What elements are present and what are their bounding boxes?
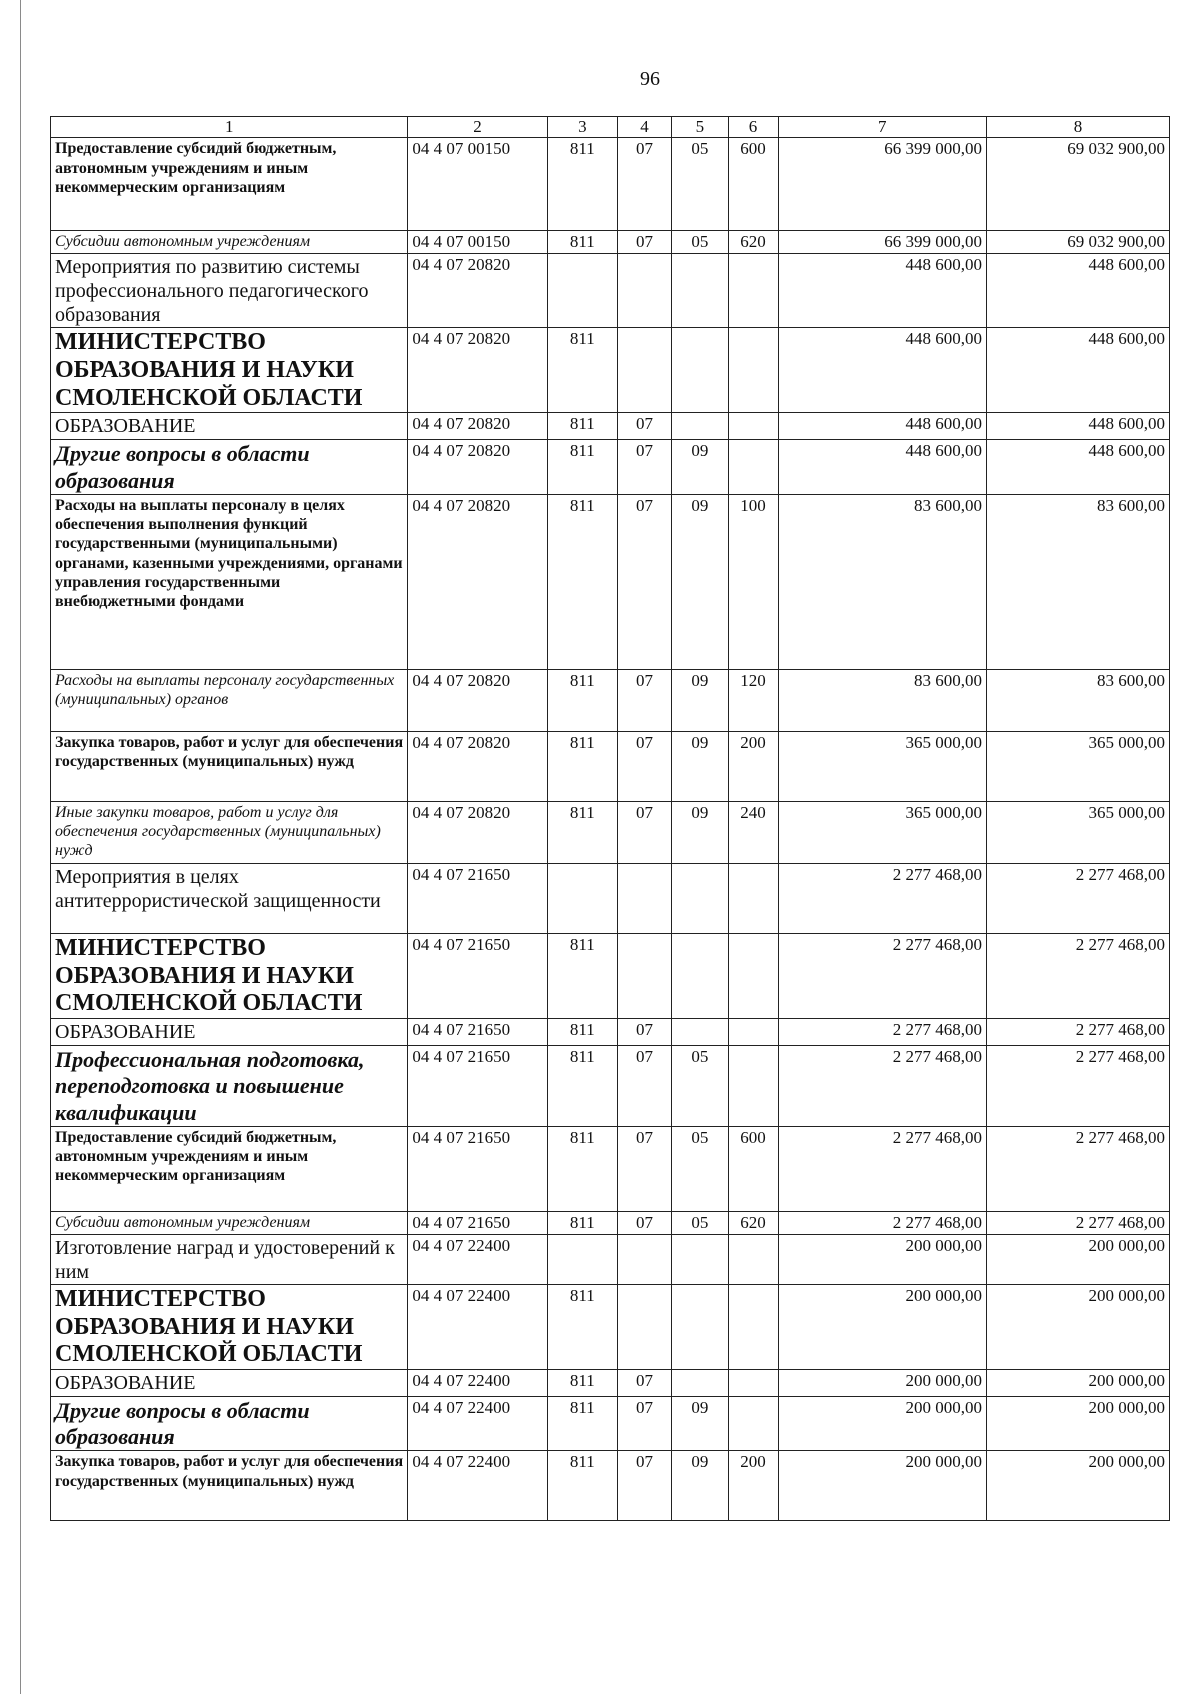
target-article-code: 04 4 07 20820 [408, 440, 547, 495]
expense-type-code [728, 254, 778, 328]
amount-year-1: 2 277 468,00 [778, 1126, 986, 1211]
section-code: 07 [617, 440, 671, 495]
table-row [51, 1126, 1170, 1211]
target-article-code: 04 4 07 22400 [408, 1369, 547, 1396]
section-code: 07 [617, 231, 671, 254]
target-article-code: 04 4 07 20820 [408, 328, 547, 413]
table-row [51, 1211, 1170, 1234]
table-row [51, 494, 1170, 669]
section-code [617, 933, 671, 1018]
target-article-code: 04 4 07 22400 [408, 1451, 547, 1521]
section-code [617, 254, 671, 328]
amount-year-1: 448 600,00 [778, 254, 986, 328]
table-row [51, 138, 1170, 231]
expense-type-code [728, 328, 778, 413]
amount-year-2: 448 600,00 [986, 254, 1169, 328]
amount-year-1: 2 277 468,00 [778, 1211, 986, 1234]
target-article-code: 04 4 07 22400 [408, 1396, 547, 1451]
table-header-row [51, 117, 1170, 138]
subsection-code: 09 [672, 669, 728, 731]
subsection-code: 09 [672, 494, 728, 669]
amount-year-2: 448 600,00 [986, 328, 1169, 413]
table-row [51, 1369, 1170, 1396]
page-number: 96 [640, 68, 660, 90]
table-row [51, 254, 1170, 328]
line-item-name: Предоставление субсидий бюджетным, автономным учреждениям и иным некоммерческим организациям [51, 1126, 408, 1211]
subsection-code: 09 [672, 1451, 728, 1521]
target-article-code: 04 4 07 21650 [408, 1018, 547, 1045]
target-article-code: 04 4 07 20820 [408, 801, 547, 863]
amount-year-1: 200 000,00 [778, 1284, 986, 1369]
section-code: 07 [617, 669, 671, 731]
amount-year-1: 448 600,00 [778, 440, 986, 495]
subsection-code: 05 [672, 1045, 728, 1126]
amount-year-2: 69 032 900,00 [986, 231, 1169, 254]
amount-year-1: 200 000,00 [778, 1396, 986, 1451]
amount-year-2: 2 277 468,00 [986, 1211, 1169, 1234]
section-code: 07 [617, 1211, 671, 1234]
amount-year-1: 365 000,00 [778, 731, 986, 801]
expense-type-code: 600 [728, 1126, 778, 1211]
line-item-name: ОБРАЗОВАНИЕ [51, 1369, 408, 1396]
target-article-code: 04 4 07 22400 [408, 1284, 547, 1369]
section-code: 07 [617, 1045, 671, 1126]
ministry-code: 811 [547, 1284, 617, 1369]
amount-year-2: 2 277 468,00 [986, 863, 1169, 933]
table-row [51, 1284, 1170, 1369]
line-item-name: Другие вопросы в области образования [51, 440, 408, 495]
subsection-code: 05 [672, 1211, 728, 1234]
ministry-code [547, 863, 617, 933]
amount-year-1: 365 000,00 [778, 801, 986, 863]
column-header: 4 [617, 117, 671, 138]
line-item-name: МИНИСТЕРСТВО ОБРАЗОВАНИЯ И НАУКИ СМОЛЕНСКОЙ ОБЛАСТИ [51, 1284, 408, 1369]
line-item-name: Расходы на выплаты персоналу в целях обеспечения выполнения функций государственными (муниципальными) органами, казенными учреждениями, органами управления государственными внебюджетными фондами [51, 494, 408, 669]
line-item-name: Изготовление наград и удостоверений к ним [51, 1234, 408, 1284]
subsection-code: 09 [672, 440, 728, 495]
section-code [617, 863, 671, 933]
column-header: 1 [51, 117, 408, 138]
expense-type-code: 240 [728, 801, 778, 863]
line-item-name: Мероприятия в целях антитеррористической защищенности [51, 863, 408, 933]
table-row [51, 731, 1170, 801]
ministry-code: 811 [547, 413, 617, 440]
amount-year-1: 83 600,00 [778, 669, 986, 731]
expense-type-code [728, 413, 778, 440]
subsection-code: 09 [672, 731, 728, 801]
amount-year-2: 200 000,00 [986, 1396, 1169, 1451]
ministry-code: 811 [547, 1018, 617, 1045]
section-code: 07 [617, 1396, 671, 1451]
target-article-code: 04 4 07 20820 [408, 731, 547, 801]
expense-type-code [728, 1284, 778, 1369]
target-article-code: 04 4 07 20820 [408, 669, 547, 731]
expense-type-code: 620 [728, 1211, 778, 1234]
section-code: 07 [617, 1369, 671, 1396]
subsection-code: 05 [672, 231, 728, 254]
table-row [51, 933, 1170, 1018]
column-header: 8 [986, 117, 1169, 138]
ministry-code [547, 1234, 617, 1284]
amount-year-2: 2 277 468,00 [986, 1045, 1169, 1126]
ministry-code: 811 [547, 440, 617, 495]
column-header: 2 [408, 117, 547, 138]
subsection-code [672, 413, 728, 440]
ministry-code: 811 [547, 328, 617, 413]
table-row [51, 413, 1170, 440]
expense-type-code: 600 [728, 138, 778, 231]
subsection-code: 09 [672, 801, 728, 863]
section-code: 07 [617, 731, 671, 801]
amount-year-2: 200 000,00 [986, 1234, 1169, 1284]
line-item-name: Профессиональная подготовка, переподготовка и повышение квалификации [51, 1045, 408, 1126]
section-code: 07 [617, 1126, 671, 1211]
amount-year-1: 66 399 000,00 [778, 231, 986, 254]
amount-year-2: 448 600,00 [986, 413, 1169, 440]
expense-type-code: 100 [728, 494, 778, 669]
ministry-code [547, 254, 617, 328]
line-item-name: Субсидии автономным учреждениям [51, 1211, 408, 1234]
amount-year-1: 448 600,00 [778, 328, 986, 413]
expense-type-code: 620 [728, 231, 778, 254]
amount-year-1: 2 277 468,00 [778, 1045, 986, 1126]
section-code: 07 [617, 801, 671, 863]
section-code: 07 [617, 1451, 671, 1521]
subsection-code: 05 [672, 1126, 728, 1211]
table-row [51, 1234, 1170, 1284]
expense-type-code: 120 [728, 669, 778, 731]
section-code: 07 [617, 413, 671, 440]
amount-year-1: 448 600,00 [778, 413, 986, 440]
expense-type-code: 200 [728, 1451, 778, 1521]
line-item-name: Расходы на выплаты персоналу государственных (муниципальных) органов [51, 669, 408, 731]
section-code [617, 328, 671, 413]
expense-type-code [728, 440, 778, 495]
table-row [51, 801, 1170, 863]
expense-type-code [728, 1018, 778, 1045]
ministry-code: 811 [547, 933, 617, 1018]
column-header: 3 [547, 117, 617, 138]
ministry-code: 811 [547, 801, 617, 863]
ministry-code: 811 [547, 231, 617, 254]
column-header: 7 [778, 117, 986, 138]
amount-year-1: 2 277 468,00 [778, 863, 986, 933]
target-article-code: 04 4 07 21650 [408, 863, 547, 933]
line-item-name: Закупка товаров, работ и услуг для обеспечения государственных (муниципальных) нужд [51, 1451, 408, 1521]
ministry-code: 811 [547, 494, 617, 669]
section-code: 07 [617, 494, 671, 669]
expense-type-code [728, 1396, 778, 1451]
amount-year-1: 200 000,00 [778, 1451, 986, 1521]
line-item-name: ОБРАЗОВАНИЕ [51, 1018, 408, 1045]
target-article-code: 04 4 07 21650 [408, 1045, 547, 1126]
amount-year-2: 200 000,00 [986, 1284, 1169, 1369]
ministry-code: 811 [547, 1211, 617, 1234]
section-code: 07 [617, 1018, 671, 1045]
target-article-code: 04 4 07 00150 [408, 231, 547, 254]
amount-year-2: 200 000,00 [986, 1369, 1169, 1396]
ministry-code: 811 [547, 669, 617, 731]
subsection-code [672, 254, 728, 328]
amount-year-2: 69 032 900,00 [986, 138, 1169, 231]
line-item-name: ОБРАЗОВАНИЕ [51, 413, 408, 440]
amount-year-1: 2 277 468,00 [778, 1018, 986, 1045]
amount-year-2: 2 277 468,00 [986, 933, 1169, 1018]
budget-table [50, 116, 1170, 1521]
target-article-code: 04 4 07 22400 [408, 1234, 547, 1284]
amount-year-2: 365 000,00 [986, 731, 1169, 801]
subsection-code: 09 [672, 1396, 728, 1451]
subsection-code: 05 [672, 138, 728, 231]
amount-year-2: 83 600,00 [986, 494, 1169, 669]
line-item-name: МИНИСТЕРСТВО ОБРАЗОВАНИЯ И НАУКИ СМОЛЕНСКОЙ ОБЛАСТИ [51, 328, 408, 413]
ministry-code: 811 [547, 1369, 617, 1396]
line-item-name: Закупка товаров, работ и услуг для обеспечения государственных (муниципальных) нужд [51, 731, 408, 801]
subsection-code [672, 1369, 728, 1396]
line-item-name: Субсидии автономным учреждениям [51, 231, 408, 254]
amount-year-2: 365 000,00 [986, 801, 1169, 863]
column-header: 5 [672, 117, 728, 138]
expense-type-code [728, 1369, 778, 1396]
table-row [51, 863, 1170, 933]
line-item-name: МИНИСТЕРСТВО ОБРАЗОВАНИЯ И НАУКИ СМОЛЕНСКОЙ ОБЛАСТИ [51, 933, 408, 1018]
target-article-code: 04 4 07 21650 [408, 933, 547, 1018]
line-item-name: Мероприятия по развитию системы профессионального педагогического образования [51, 254, 408, 328]
column-header: 6 [728, 117, 778, 138]
table-row [51, 669, 1170, 731]
ministry-code: 811 [547, 1396, 617, 1451]
subsection-code [672, 933, 728, 1018]
expense-type-code [728, 1234, 778, 1284]
target-article-code: 04 4 07 00150 [408, 138, 547, 231]
amount-year-1: 200 000,00 [778, 1234, 986, 1284]
amount-year-1: 83 600,00 [778, 494, 986, 669]
expense-type-code [728, 933, 778, 1018]
ministry-code: 811 [547, 138, 617, 231]
line-item-name: Предоставление субсидий бюджетным, автономным учреждениям и иным некоммерческим организациям [51, 138, 408, 231]
expense-type-code: 200 [728, 731, 778, 801]
amount-year-2: 2 277 468,00 [986, 1126, 1169, 1211]
target-article-code: 04 4 07 21650 [408, 1126, 547, 1211]
line-item-name: Другие вопросы в области образования [51, 1396, 408, 1451]
target-article-code: 04 4 07 20820 [408, 494, 547, 669]
ministry-code: 811 [547, 1451, 617, 1521]
amount-year-2: 83 600,00 [986, 669, 1169, 731]
amount-year-2: 448 600,00 [986, 440, 1169, 495]
amount-year-1: 2 277 468,00 [778, 933, 986, 1018]
table-row [51, 328, 1170, 413]
section-code [617, 1284, 671, 1369]
table-row [51, 1451, 1170, 1521]
target-article-code: 04 4 07 21650 [408, 1211, 547, 1234]
amount-year-2: 200 000,00 [986, 1451, 1169, 1521]
subsection-code [672, 1018, 728, 1045]
table-row [51, 231, 1170, 254]
subsection-code [672, 328, 728, 413]
ministry-code: 811 [547, 1045, 617, 1126]
scan-edge-line [20, 0, 21, 1694]
amount-year-2: 2 277 468,00 [986, 1018, 1169, 1045]
amount-year-1: 200 000,00 [778, 1369, 986, 1396]
expense-type-code [728, 1045, 778, 1126]
table-row [51, 440, 1170, 495]
ministry-code: 811 [547, 731, 617, 801]
table-row [51, 1018, 1170, 1045]
amount-year-1: 66 399 000,00 [778, 138, 986, 231]
expense-type-code [728, 863, 778, 933]
table-row [51, 1045, 1170, 1126]
target-article-code: 04 4 07 20820 [408, 413, 547, 440]
subsection-code [672, 1234, 728, 1284]
table-row [51, 1396, 1170, 1451]
ministry-code: 811 [547, 1126, 617, 1211]
target-article-code: 04 4 07 20820 [408, 254, 547, 328]
section-code: 07 [617, 138, 671, 231]
section-code [617, 1234, 671, 1284]
line-item-name: Иные закупки товаров, работ и услуг для обеспечения государственных (муниципальных) нужд [51, 801, 408, 863]
subsection-code [672, 863, 728, 933]
subsection-code [672, 1284, 728, 1369]
